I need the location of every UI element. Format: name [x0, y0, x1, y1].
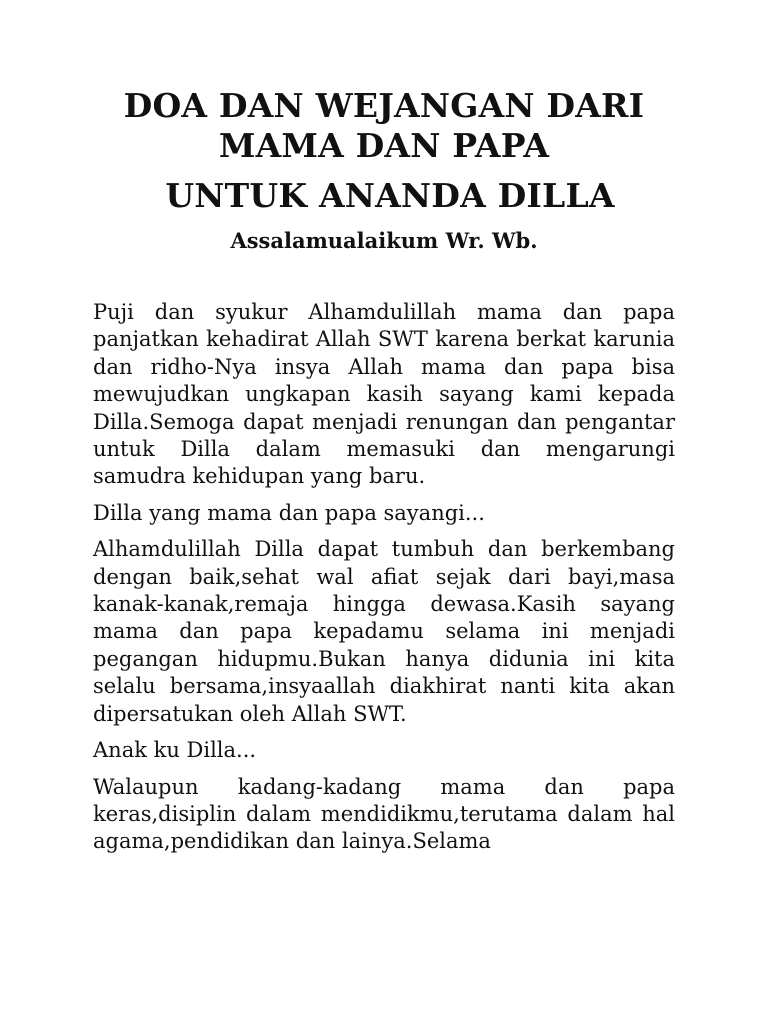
paragraph-discipline: Walaupun kadang-kadang mama dan papa keras,disiplin dalam mendidikmu,terutama dalam hal agama,pendidikan dan lainya.Selama: [93, 774, 675, 854]
paragraph-opening: Puji dan syukur Alhamdulillah mama dan papa panjatkan kehadirat Allah SWT karena berkat karunia dan ridho-Nya insya Allah mama dan papa bisa mewujudkan ungkapan kasih sayang kami kepada Dilla.Semoga dapat menjadi renungan dan pengantar untuk Dilla dalam memasuki dan mengarungi samudra kehidupan yang baru.: [93, 300, 675, 489]
document-title-line-3: UNTUK ANANDA DILLA: [165, 176, 615, 215]
document-title-line-2: MAMA DAN PAPA: [218, 126, 550, 165]
greeting-heading: Assalamualaikum Wr. Wb.: [230, 228, 538, 253]
document-title-line-1: DOA DAN WEJANGAN DARI: [123, 86, 645, 125]
paragraph-growth: Alhamdulillah Dilla dapat tumbuh dan berkembang dengan baik,sehat wal afiat sejak dari bayi,masa kanak-kanak,remaja hingga dewasa.Kasih sayang mama dan papa kepadamu selama ini menjadi pegangan hidupmu.Bukan hanya didunia ini kita selalu bersama,insyaallah diakhirat nanti kita akan dipersatukan oleh Allah SWT.: [93, 537, 675, 726]
paragraph-address-1: Dilla yang mama dan papa sayangi...: [93, 500, 485, 525]
document-body: [93, 299, 675, 865]
paragraph-address-2: Anak ku Dilla...: [93, 738, 257, 763]
